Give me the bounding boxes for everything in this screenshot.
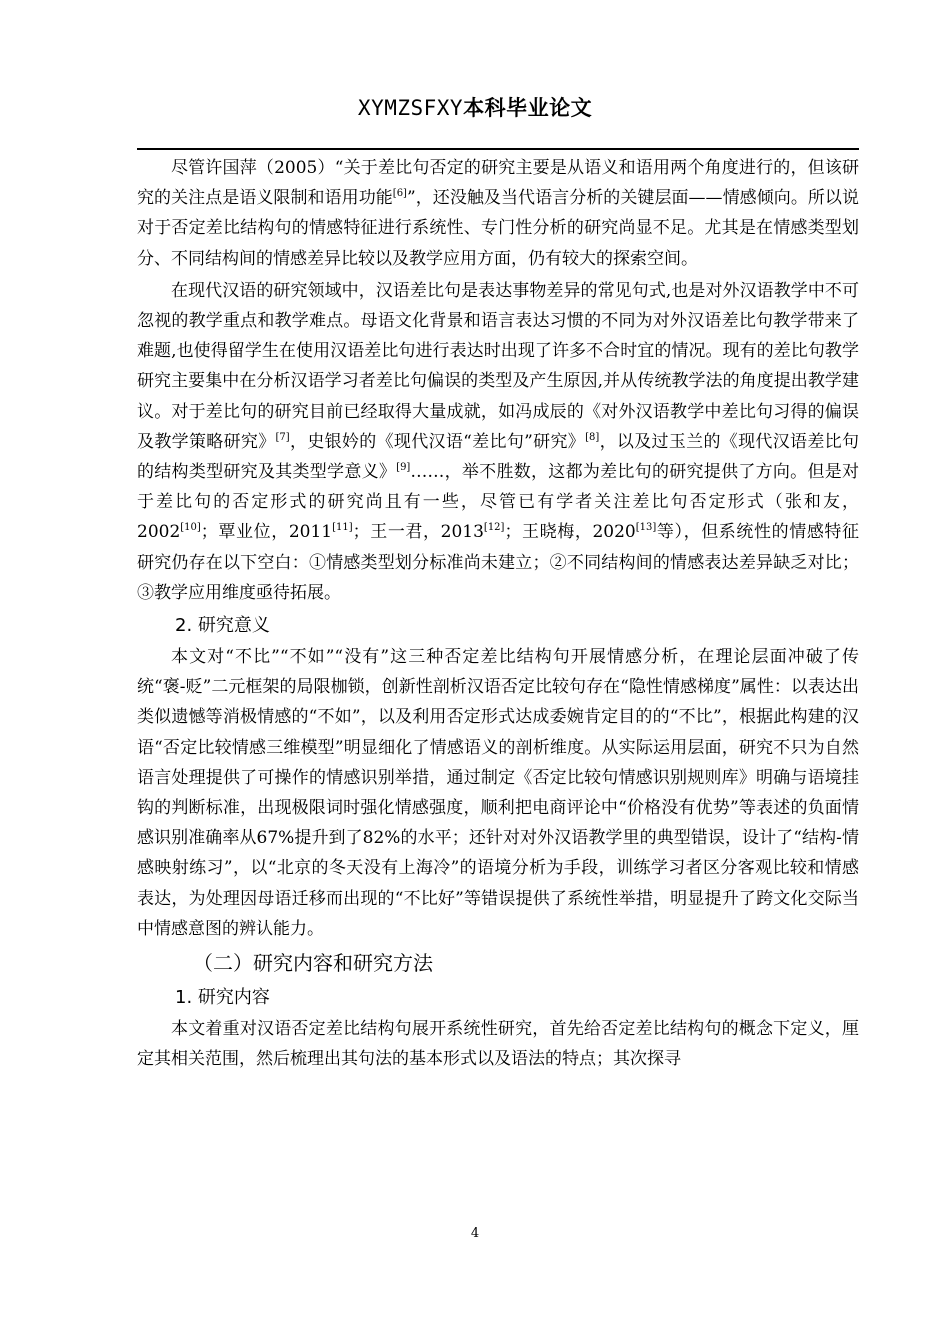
page-number: 4: [470, 1226, 480, 1241]
paragraph-2-text-g: ；王晓梅，2020: [504, 522, 636, 543]
citation-9: [9]: [396, 462, 411, 474]
header-title: 本科毕业论文: [463, 96, 593, 120]
paragraph-1-text-b: ”，还没触及当代语言分析的关键层面——情感倾向。所以说对于否定差比结构句的情感特征进行系统性、专门性分析的研究尚显不足。尤其是在情感类型划分、不同结构间的情感差异比较以及教学应用方面，仍有较大的探索空间。: [137, 188, 859, 269]
heading-research-significance: 2. 研究意义: [175, 615, 270, 637]
header-divider: [137, 148, 859, 150]
citation-12: [12]: [483, 522, 505, 534]
paragraph-2-text-e: ；覃业位，2011: [200, 522, 333, 543]
paragraph-2: [137, 276, 859, 608]
citation-6: [6]: [392, 188, 407, 200]
heading-research-content: 1. 研究内容: [175, 987, 270, 1009]
paragraph-3: 本文对“不比”“不如”“没有”这三种否定差比结构句开展情感分析，在理论层面冲破了传统“褒-贬”二元框架的局限枷锁，创新性剖析汉语否定比较句存在“隐性情感梯度”属性：以表达出类似遗憾等消极情感的“不如”，以及利用否定形式达成委婉肯定目的的“不比”，根据此构建的汉语“否定比较情感三维模型”明显细化了情感语义的剖析维度。从实际运用层面，研究不只为自然语言处理提供了可操作的情感识别举措，通过制定《否定比较句情感识别规则库》明确与语境挂钩的判断标准，出现极限词时强化情感强度，顺利把电商评论中“价格没有优势”等表述的负面情感识别准确率从67%提升到了82%的水平；还针对对外汉语教学里的典型错误，设计了“结构-情感映射练习”，以“北京的冬天没有上海冷”的语境分析为手段，训练学习者区分客观比较和情感表达，为处理因母语迁移而出现的“不比好”等错误提供了系统性举措，明显提升了跨文化交际当中情感意图的辨认能力。: [137, 647, 859, 939]
citation-8: [8]: [585, 431, 600, 443]
paragraph-2-text-b: ，史银妗的《现代汉语“差比句”研究》: [289, 431, 586, 452]
citation-7: [7]: [275, 431, 290, 443]
paragraph-1-text-a: 尽管许国萍（2005）“关于差比句否定的研究主要是从语义和语用两个角度进行的，但该研究的关注点是语义限制和语用功能: [137, 158, 859, 209]
paragraph-2-text-c: ，以及过玉兰的《现代汉语差比句的结构类型研究及其类型学意义》: [137, 431, 860, 483]
paragraph-2-text-a: 在现代汉语的研究领域中，汉语差比句是表达事物差异的常见句式,也是对外汉语教学中不可忽视的教学重点和教学难点。母语文化背景和语言表达习惯的不同为对外汉语差比句教学带来了难题,也使得留学生在使用汉语差比句进行表达时出现了许多不合时宜的情况。现有的差比句教学研究主要集中在分析汉语学习者差比句偏误的类型及产生原因,并从传统教学法的角度提出教学建议。对于差比句的研究目前已经取得大量成就，如冯成辰的《对外汉语教学中差比句习得的偏误及教学策略研究》: [137, 280, 859, 452]
heading-section-2: （二）研究内容和研究方法: [193, 951, 433, 976]
running-header: [0, 92, 950, 122]
header-code: XYMZSFXY: [357, 96, 464, 120]
paragraph-2-text-f: ；王一君，2013: [352, 522, 484, 543]
citation-10: [10]: [180, 522, 201, 534]
paragraph-2-text-h: 等），但系统性的情感特征研究仍存在以下空白：①情感类型划分标准尚未建立；②不同结构间的情感表达差异缺乏对比；③教学应用维度亟待拓展。: [137, 522, 860, 603]
citation-11: [11]: [332, 522, 353, 534]
paragraph-1: [137, 153, 859, 274]
paragraph-2-text-d: ……，举不胜数，这都为差比句的研究提供了方向。但是对于差比句的否定形式的研究尚且有一些，尽管已有学者关注差比句否定形式（张和友，2002: [137, 462, 860, 543]
citation-13: [13]: [635, 522, 657, 534]
paragraph-4: 本文着重对汉语否定差比结构句展开系统性研究，首先给否定差比结构句的概念下定义，厘定其相关范围，然后梳理出其句法的基本形式以及语法的特点；其次探寻: [137, 1019, 859, 1070]
page-body: [137, 153, 859, 1074]
